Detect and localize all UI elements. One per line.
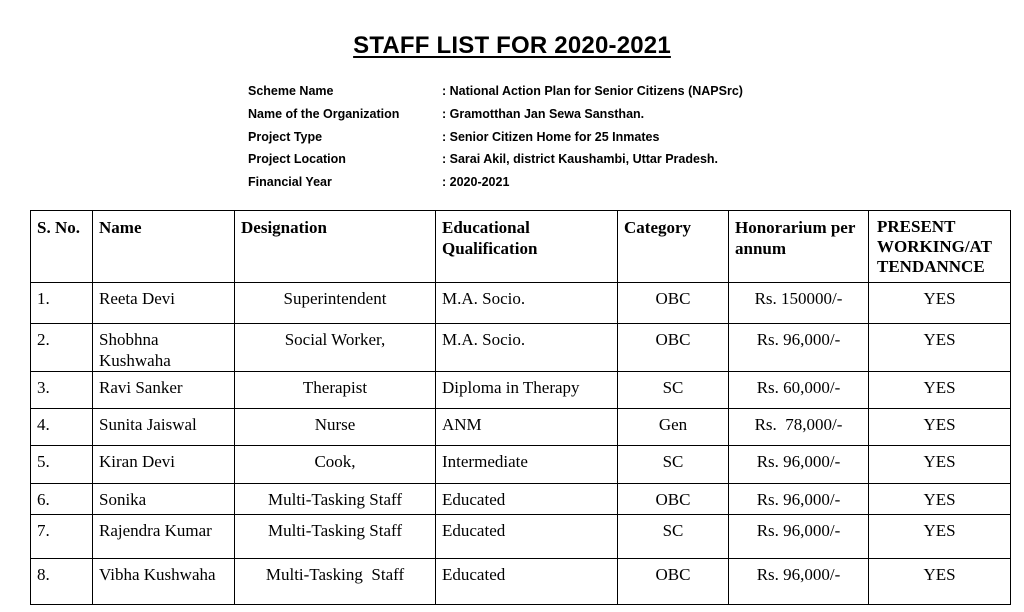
- info-value: : Gramotthan Jan Sewa Sansthan.: [442, 106, 645, 121]
- cell-honorarium: Rs. 96,000/-: [729, 515, 869, 559]
- info-label: Project Type: [248, 129, 323, 144]
- staff-table: [30, 210, 1011, 605]
- cell-honorarium: Rs. 96,000/-: [729, 559, 869, 605]
- table-row: [31, 515, 1011, 559]
- cell-sno: 1.: [31, 283, 93, 324]
- cell-designation: Multi-Tasking Staff: [235, 559, 436, 605]
- table-row: [31, 283, 1011, 324]
- cell-qualification: Educated: [436, 484, 618, 515]
- cell-honorarium: Rs. 78,000/-: [729, 409, 869, 446]
- cell-honorarium: Rs. 60,000/-: [729, 372, 869, 409]
- cell-name: Ravi Sanker: [93, 372, 235, 409]
- cell-designation: Therapist: [235, 372, 436, 409]
- column-header-honorarium: Honorarium per annum: [729, 211, 869, 283]
- cell-name: Shobhna Kushwaha: [93, 324, 235, 372]
- cell-attendance: YES: [869, 324, 1011, 372]
- column-header-sno: S. No.: [31, 211, 93, 283]
- cell-attendance: YES: [869, 484, 1011, 515]
- cell-category: SC: [618, 515, 729, 559]
- cell-designation: Superintendent: [235, 283, 436, 324]
- cell-sno: 4.: [31, 409, 93, 446]
- cell-attendance: YES: [869, 446, 1011, 484]
- info-label: Name of the Organization: [248, 106, 400, 121]
- info-label: Project Location: [248, 152, 346, 167]
- cell-category: SC: [618, 446, 729, 484]
- cell-name: Rajendra Kumar: [93, 515, 235, 559]
- cell-honorarium: Rs. 150000/-: [729, 283, 869, 324]
- column-header-designation: Designation: [235, 211, 436, 283]
- info-value: : National Action Plan for Senior Citizens (NAPSrc): [442, 84, 743, 98]
- cell-name: Sonika: [93, 484, 235, 515]
- cell-category: OBC: [618, 324, 729, 372]
- table-row: [31, 559, 1011, 605]
- cell-sno: 8.: [31, 559, 93, 605]
- info-label: Financial Year: [248, 175, 332, 190]
- cell-qualification: Educated: [436, 559, 618, 605]
- table-row: [31, 484, 1011, 515]
- cell-sno: 2.: [31, 324, 93, 372]
- cell-sno: 3.: [31, 372, 93, 409]
- cell-name: Reeta Devi: [93, 283, 235, 324]
- cell-sno: 5.: [31, 446, 93, 484]
- column-header-qualification: Educational Qualification: [436, 211, 618, 283]
- cell-attendance: YES: [869, 559, 1011, 605]
- cell-name: Kiran Devi: [93, 446, 235, 484]
- table-row: [31, 409, 1011, 446]
- cell-attendance: YES: [869, 515, 1011, 559]
- cell-qualification: ANM: [436, 409, 618, 446]
- cell-designation: Nurse: [235, 409, 436, 446]
- table-row: [31, 446, 1011, 484]
- cell-designation: Multi-Tasking Staff: [235, 484, 436, 515]
- cell-honorarium: Rs. 96,000/-: [729, 446, 869, 484]
- cell-qualification: M.A. Socio.: [436, 324, 618, 372]
- column-header-category: Category: [618, 211, 729, 283]
- table-row: [31, 372, 1011, 409]
- cell-name: Vibha Kushwaha: [93, 559, 235, 605]
- column-header-name: Name: [93, 211, 235, 283]
- cell-designation: Cook,: [235, 446, 436, 484]
- cell-category: Gen: [618, 409, 729, 446]
- cell-designation: Social Worker,: [235, 324, 436, 372]
- cell-attendance: YES: [869, 409, 1011, 446]
- cell-category: SC: [618, 372, 729, 409]
- info-value: : Sarai Akil, district Kaushambi, Uttar Pradesh.: [442, 152, 719, 167]
- cell-category: OBC: [618, 559, 729, 605]
- page-title: STAFF LIST FOR 2020-2021: [353, 32, 671, 59]
- info-value: : Senior Citizen Home for 25 Inmates: [442, 129, 660, 144]
- table-row: [31, 324, 1011, 372]
- cell-qualification: Educated: [436, 515, 618, 559]
- cell-honorarium: Rs. 96,000/-: [729, 324, 869, 372]
- info-value: : 2020-2021: [442, 175, 510, 190]
- cell-attendance: YES: [869, 283, 1011, 324]
- cell-qualification: Intermediate: [436, 446, 618, 484]
- cell-qualification: Diploma in Therapy: [436, 372, 618, 409]
- cell-sno: 7.: [31, 515, 93, 559]
- cell-qualification: M.A. Socio.: [436, 283, 618, 324]
- cell-name: Sunita Jaiswal: [93, 409, 235, 446]
- column-header-attendance: PRESENT WORKING/AT TENDANNCE: [869, 211, 1011, 283]
- table-header-row: [31, 211, 1011, 283]
- cell-category: OBC: [618, 484, 729, 515]
- cell-designation: Multi-Tasking Staff: [235, 515, 436, 559]
- cell-attendance: YES: [869, 372, 1011, 409]
- cell-category: OBC: [618, 283, 729, 324]
- cell-honorarium: Rs. 96,000/-: [729, 484, 869, 515]
- cell-sno: 6.: [31, 484, 93, 515]
- info-label: Scheme Name: [248, 84, 334, 98]
